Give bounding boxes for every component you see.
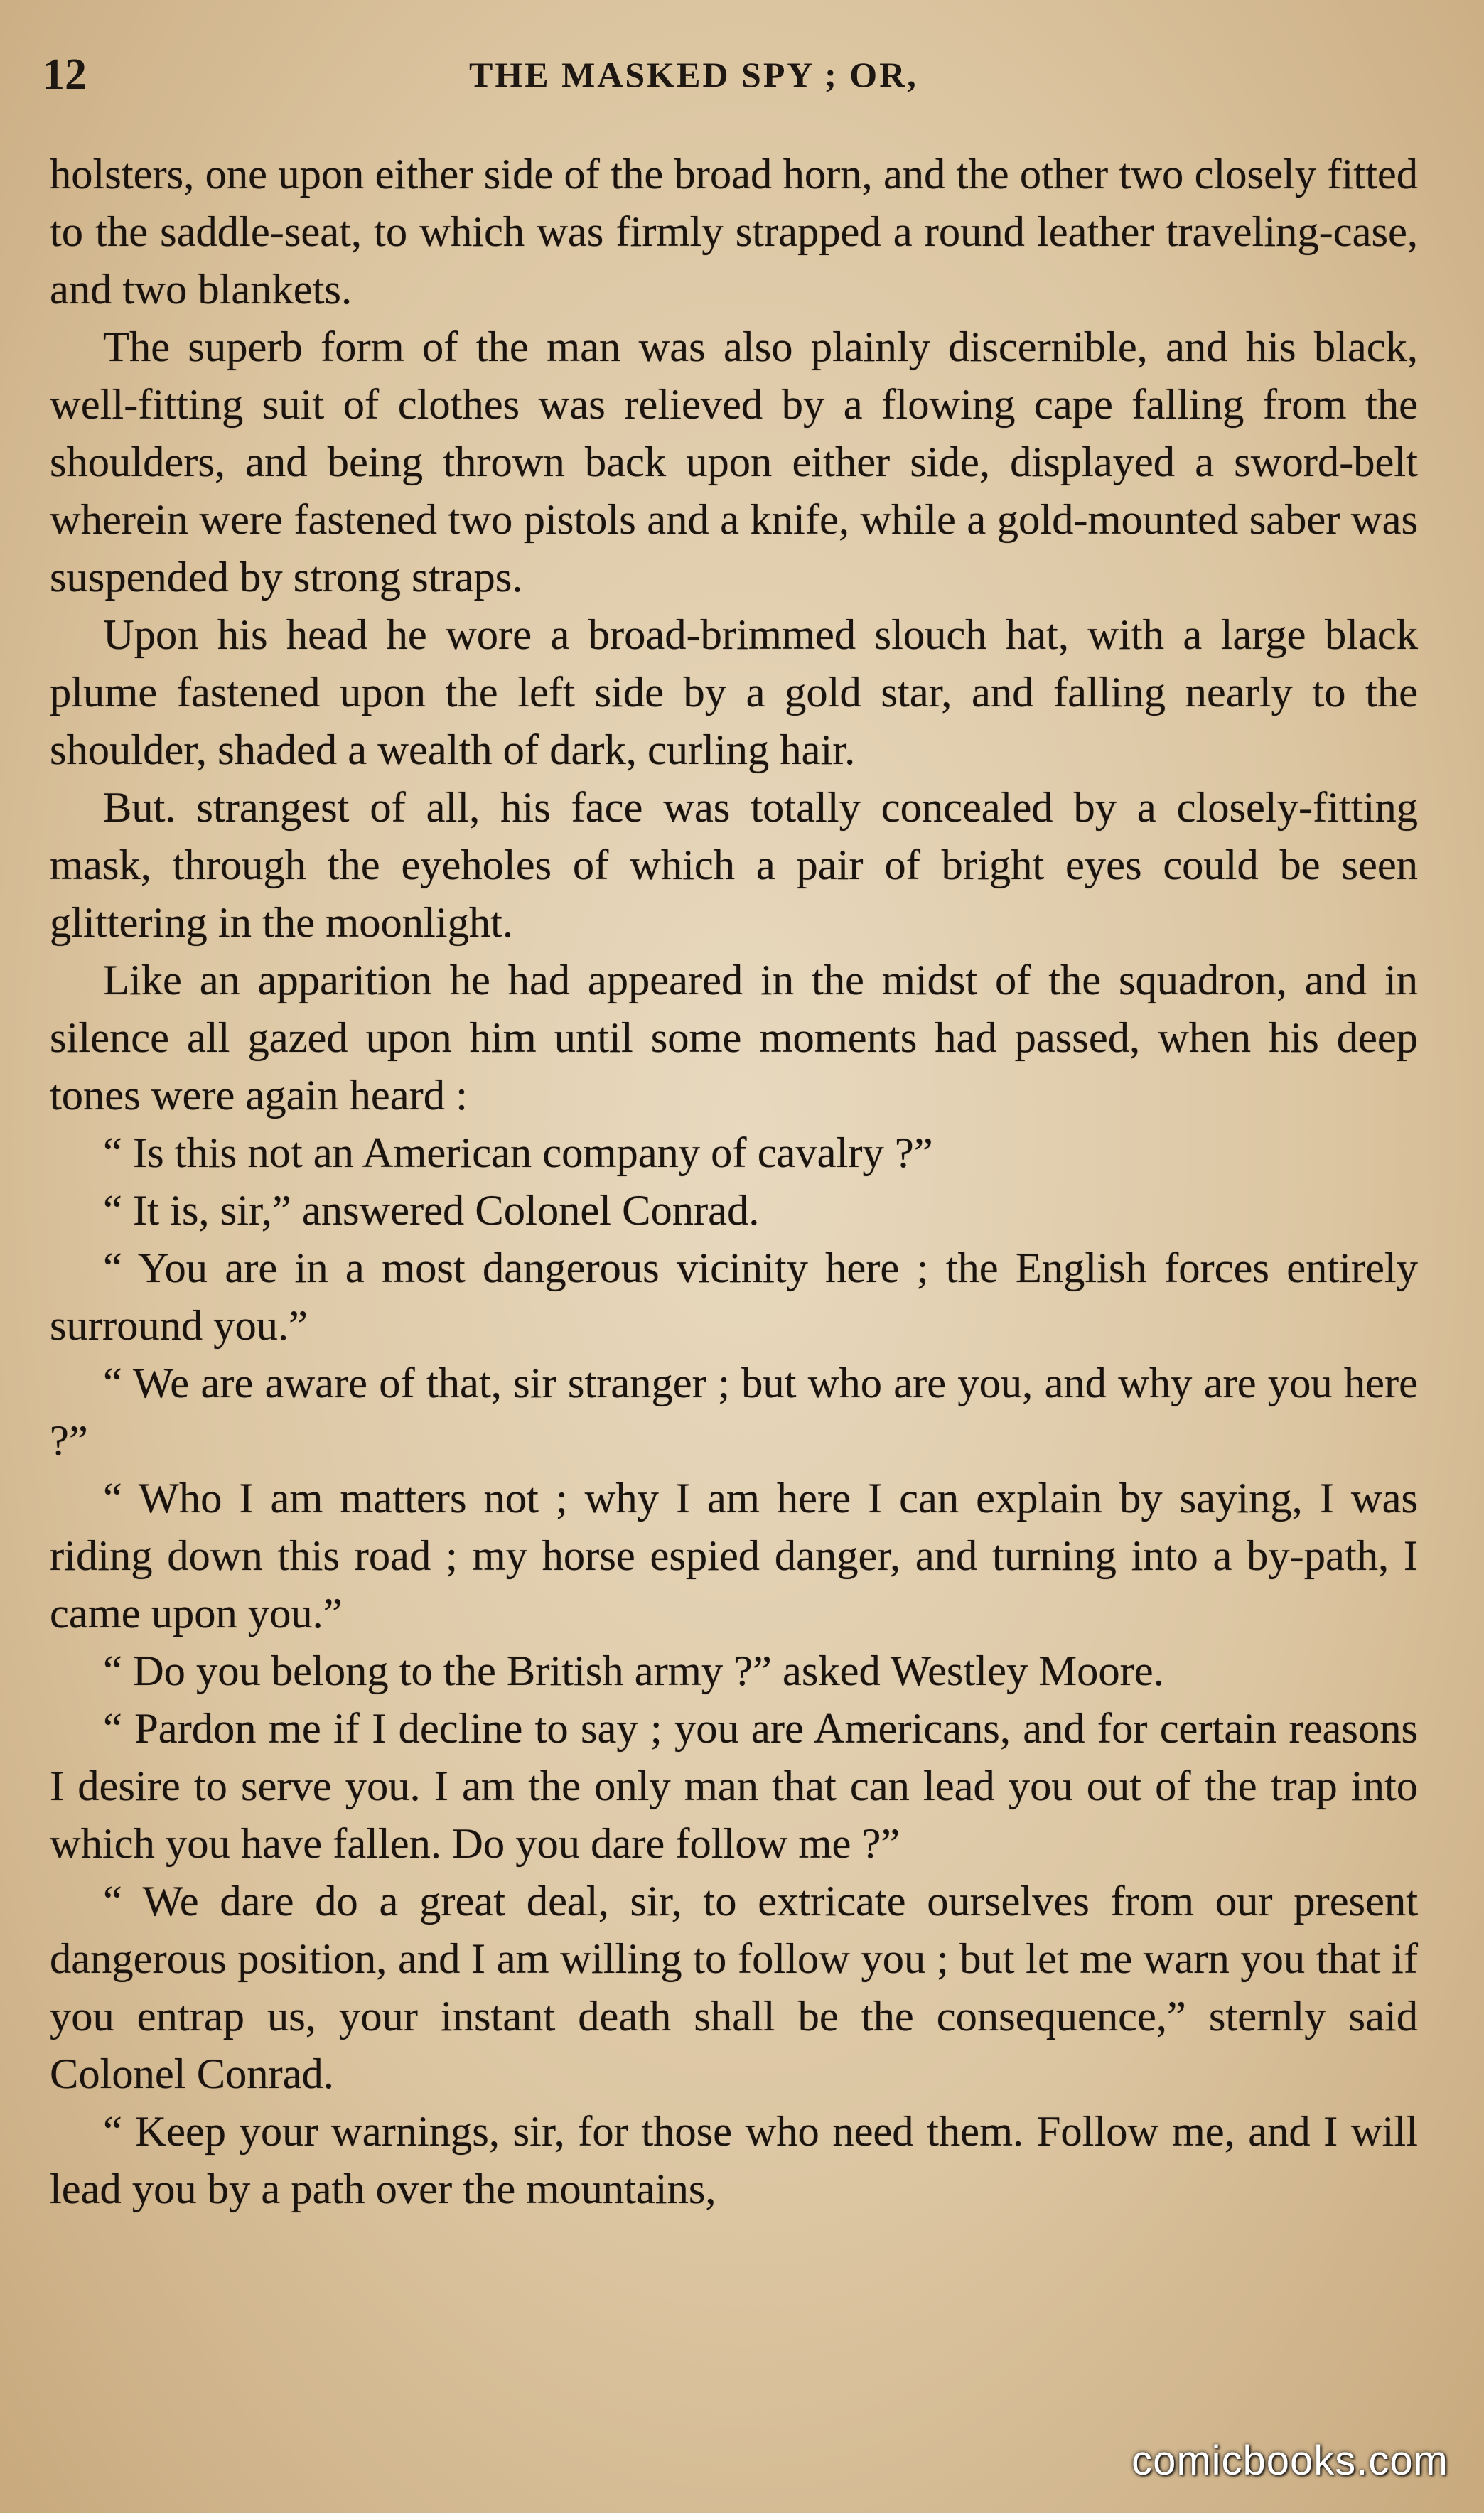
paragraph: “ We dare do a great deal, sir, to extricate ourselves from our present dangerous position, and I am willing to follow you ; but let me warn you that if you entrap us, your instant death shall be the consequence,” sternly said Colonel Conrad. (50, 1878, 1418, 2098)
body-text (50, 146, 1418, 2218)
running-head: THE MASKED SPY ; OR, (469, 55, 918, 95)
paragraph: “ Is this not an American company of cavalry ?” (103, 1129, 933, 1177)
paragraph: “ Do you belong to the British army ?” asked Westley Moore. (103, 1647, 1164, 1695)
paragraph: “ Keep your warnings, sir, for those who need them. Follow me, and I will lead you by a path over the mountains, (50, 2108, 1418, 2213)
paragraph: “ You are in a most dangerous vicinity here ; the English forces entirely surround you.” (50, 1244, 1418, 1350)
watermark-text: comicbooks.com (1131, 2438, 1448, 2484)
paragraph: But. strangest of all, his face was totally concealed by a closely-fitting mask, through the eyeholes of which a pair of bright eyes could be seen glittering in the moonlight. (50, 784, 1418, 947)
paragraph: “ We are aware of that, sir stranger ; but who are you, and why are you here ?” (50, 1360, 1418, 1465)
page-header (43, 50, 1436, 107)
paragraph: “ Pardon me if I decline to say ; you are Americans, and for certain reasons I desire to serve you. I am the only man that can lead you out of the trap into which you have fallen. Do you dare follow me ?” (50, 1705, 1418, 1868)
paragraph: Like an apparition he had appeared in the midst of the squadron, and in silence all gazed upon him until some moments had passed, when his deep tones were again heard : (50, 957, 1418, 1119)
paragraph: holsters, one upon either side of the broad horn, and the other two closely fitted to the saddle-seat, to which was firmly strapped a round leather traveling-case, and two blankets. (50, 151, 1418, 313)
paragraph: The superb form of the man was also plainly discernible, and his black, well-fitting suit of clothes was relieved by a flowing cape falling from the shoulders, and being thrown back upon either side, displayed a sword-belt wherein were fastened two pistols and a knife, while a gold-mounted saber was suspended by strong straps. (50, 323, 1418, 601)
paragraph: “ Who I am matters not ; why I am here I can explain by saying, I was riding down this road ; my horse espied danger, and turning into a by-path, I came upon you.” (50, 1475, 1418, 1637)
page-number: 12 (43, 50, 87, 99)
paragraph: “ It is, sir,” answered Colonel Conrad. (103, 1187, 760, 1234)
watermark (1079, 2428, 1448, 2485)
paragraph: Upon his head he wore a broad-brimmed slouch hat, with a large black plume fastened upon the left side by a gold star, and falling nearly to the shoulder, shaded a wealth of dark, curling hair. (50, 611, 1418, 774)
